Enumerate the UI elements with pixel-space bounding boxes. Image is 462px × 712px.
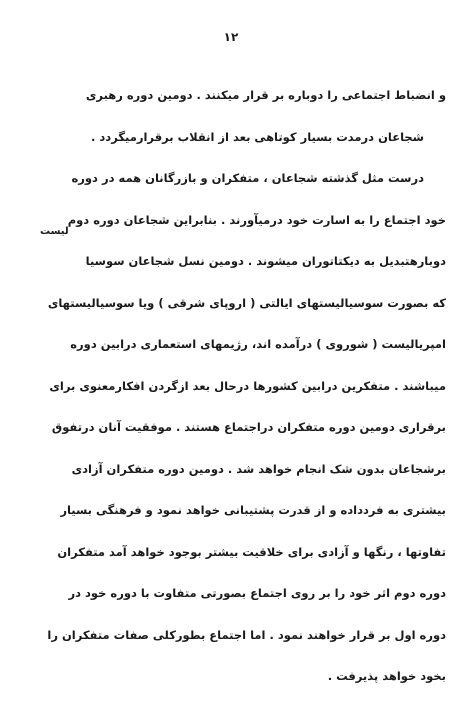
text-line: درست مثل گذشته شجاعان ، متفکران و بازرگانان همه در دوره (71, 171, 424, 185)
page-number: ١٢ (223, 30, 239, 44)
text-line: بیشتری به فردداده و از قدرت پشتیبانی خواهد نمود و فرهنگی بسیار (60, 503, 446, 517)
text-line: دوره اول بر قرار خواهند نمود . اما اجتماع بطورکلی صفات متفکران را (47, 627, 446, 642)
text-line: بخود خواهد پذیرفت . (327, 669, 446, 683)
text-line: امپریالیست ( شوروی ) درآمده اند، رژیمهای استعماری درابین دوره (70, 337, 446, 351)
body-text (22, 88, 446, 711)
text-line: میباشند . متفکرین درابین کشورها درحال بعد ازگردن افکارمعنوی برای (49, 378, 446, 393)
text-line: دوبارهتبدیل به دیکتاتوران میشوند . دومین نسل شجاعان سوسیا (85, 254, 446, 268)
text-line: تفاوتها ، رنگها و آزادی برای خلاقیت بیشتر بوجود خواهد آمد متفکران (57, 544, 446, 559)
text-line: شجاعان درمدت بسیار کوتاهی بعد از انقلاب برقرارمیگردد . (91, 129, 424, 144)
text-line: خود اجتماع را به اسارت خود درمیآورند . بنابراین شجاعان دوره دوم (67, 212, 446, 227)
text-line: برقراری دومین دوره متفکران دراجتماع هستند . موفقیت آنان درتفوق (51, 420, 446, 434)
interlinear-note: لیست (40, 226, 69, 237)
text-line: که بصورت سوسیالیستهای ایالتی ( اروپای شرقی ) ویا سوسیالیستهای (47, 295, 446, 310)
text-line: دوره دوم اثر خود را بر روی اجتماع بصورتی متفاوت با دوره خود در (68, 586, 446, 600)
text-line: و انضباط اجتماعی را دوباره بر قرار میکنند . دومین دوره رهبری (85, 88, 446, 102)
text-line: برشجاعان بدون شک انجام خواهد شد . دومین دوره متفکران آزادی (71, 461, 446, 476)
